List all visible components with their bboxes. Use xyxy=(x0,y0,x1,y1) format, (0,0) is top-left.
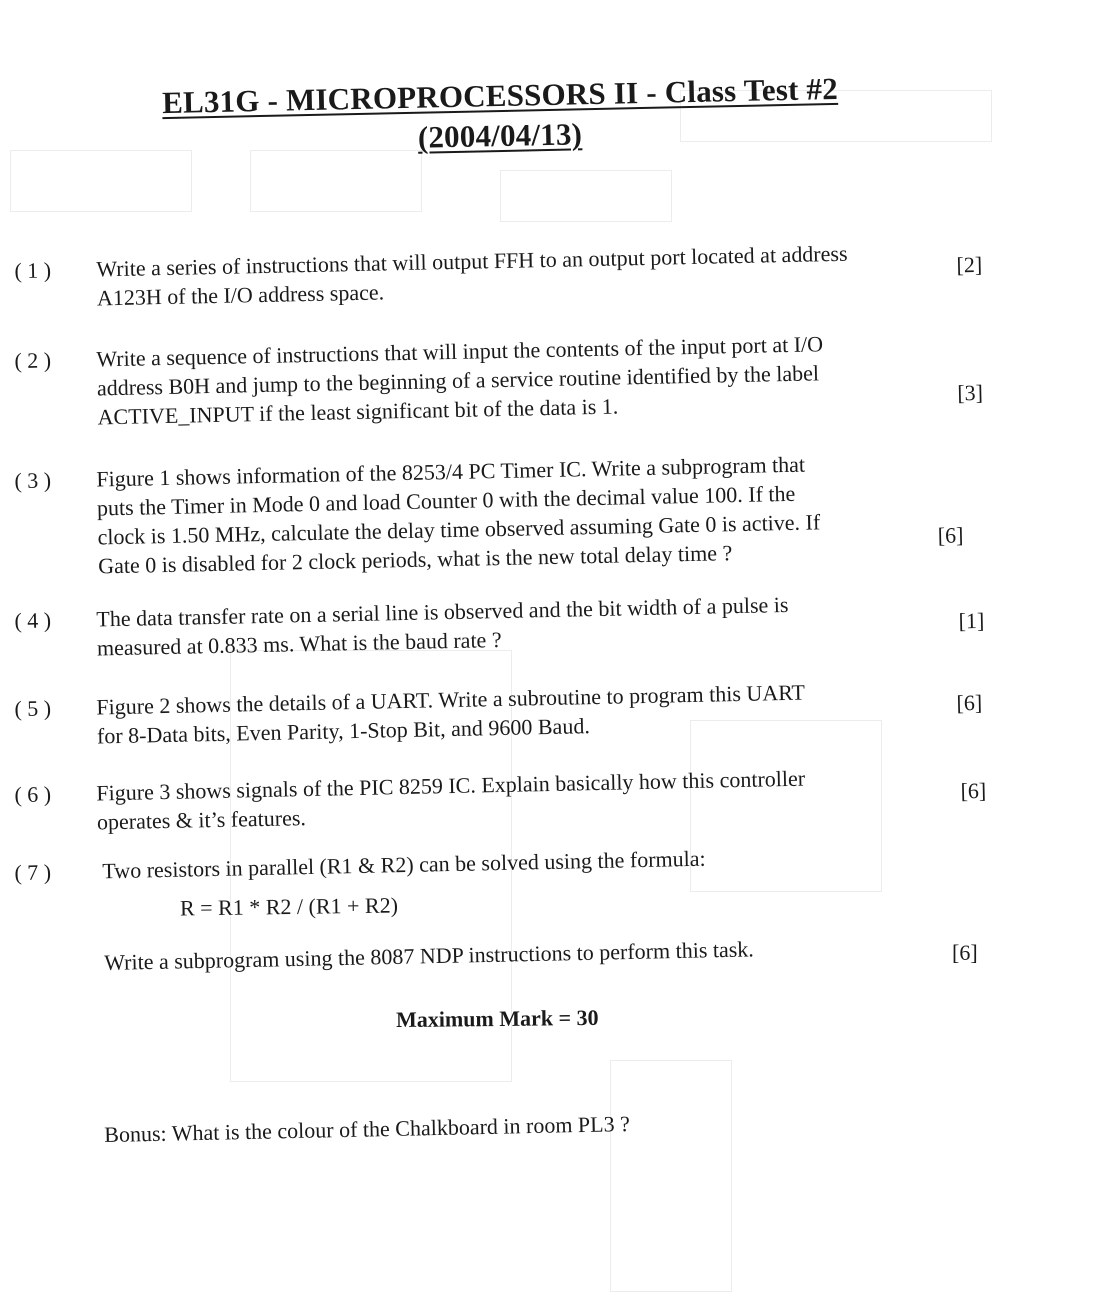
exam-title: EL31G - MICROPROCESSORS II - Class Test #2 xyxy=(161,70,839,121)
question-number: ( 7 ) xyxy=(14,859,52,886)
question-3 xyxy=(0,444,1096,579)
question-line: Gate 0 is disabled for 2 clock periods, what is the new total delay time ? xyxy=(97,540,733,579)
question-number: ( 5 ) xyxy=(14,695,52,722)
question-line: Figure 3 shows signals of the PIC 8259 IC. Explain basically how this controller xyxy=(96,765,806,806)
question-number: ( 4 ) xyxy=(14,607,52,634)
exam-date: (2004/04/13) xyxy=(417,116,583,155)
question-mark: [1] xyxy=(958,607,985,634)
question-line: address B0H and jump to the beginning of a service routine identified by the label xyxy=(96,360,820,401)
question-number: ( 3 ) xyxy=(14,467,52,494)
question-line: clock is 1.50 MHz, calculate the delay time observed assuming Gate 0 is active. If xyxy=(97,509,821,550)
question-mark: [3] xyxy=(957,379,984,406)
question-mark: [6] xyxy=(956,689,983,716)
question-line: The data transfer rate on a serial line is observed and the bit width of a pulse is xyxy=(96,591,789,632)
task-mark: [6] xyxy=(952,940,978,965)
question-line: Two resistors in parallel (R1 & R2) can be solved using the formula: xyxy=(102,845,706,884)
question-5 xyxy=(0,672,1096,749)
parallel-resistance-formula: R = R1 * R2 / (R1 + R2) xyxy=(179,892,399,921)
bonus-question: Bonus: What is the colour of the Chalkboard in room PL3 ? xyxy=(104,1110,631,1147)
question-line: Figure 2 shows the details of a UART. Write a subroutine to program this UART xyxy=(96,679,806,720)
question-line: puts the Timer in Mode 0 and load Counter 0 with the decimal value 100. If the xyxy=(96,480,796,521)
bleed-through-box xyxy=(610,1060,732,1292)
bleed-through-box xyxy=(500,170,672,222)
task-instruction: Write a subprogram using the 8087 NDP instructions to perform this task. xyxy=(104,936,755,975)
question-1 xyxy=(0,234,1096,311)
question-line: for 8-Data bits, Even Parity, 1-Stop Bit, and 9600 Baud. xyxy=(96,713,591,749)
question-4 xyxy=(0,584,1096,661)
question-line: Figure 1 shows information of the 8253/4 PC Timer IC. Write a subprogram that xyxy=(96,451,806,492)
question-number: ( 6 ) xyxy=(14,781,52,808)
question-text xyxy=(96,587,937,663)
question-line: Write a series of instructions that will output FFH to an output port located at address xyxy=(96,240,848,282)
question-line: measured at 0.833 ms. What is the baud rate ? xyxy=(96,626,502,661)
question-7 xyxy=(0,836,1096,886)
question-2 xyxy=(0,324,1096,430)
question-line: ACTIVE_INPUT if the least significant bit of the data is 1. xyxy=(97,393,619,430)
question-number: ( 1 ) xyxy=(14,257,52,284)
bleed-through-box xyxy=(250,150,422,212)
question-number: ( 2 ) xyxy=(14,347,52,374)
question-mark: [2] xyxy=(956,251,983,278)
question-line: Write a sequence of instructions that will input the contents of the input port at I/O xyxy=(96,331,824,372)
question-text xyxy=(96,327,938,432)
question-mark: [6] xyxy=(937,522,964,548)
question-line: operates & it’s features. xyxy=(96,805,307,835)
question-text xyxy=(96,237,937,313)
maximum-mark: Maximum Mark = 30 xyxy=(395,1004,599,1033)
question-mark: [6] xyxy=(960,777,987,804)
question-line: A123H of the I/O address space. xyxy=(96,279,385,311)
question-text xyxy=(96,447,938,581)
question-6 xyxy=(0,758,1096,835)
